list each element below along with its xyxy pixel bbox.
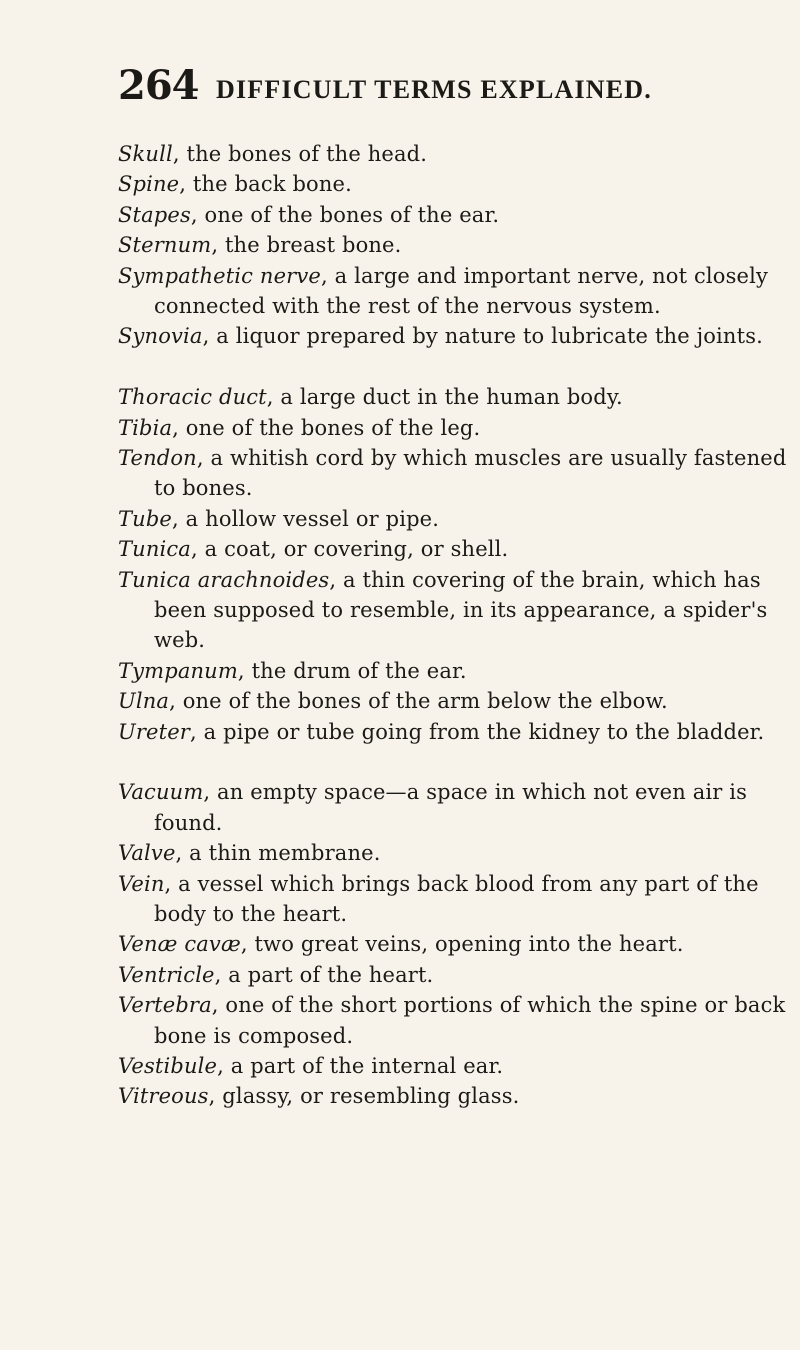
- entry-term: Vacuum: [118, 780, 204, 805]
- glossary-entry-spine: [118, 169, 800, 199]
- entry-definition: , an empty space—a space in which not even air is found.: [154, 780, 748, 835]
- entry-definition: , two great veins, opening into the heart.: [240, 932, 684, 957]
- entry-definition: , the bones of the head.: [172, 142, 428, 166]
- glossary-entry-sympathetic-nerve: [118, 261, 800, 322]
- entry-term: Tunica: [118, 537, 191, 562]
- glossary-entry-ventricle: [118, 960, 800, 990]
- glossary-entry-sternum: [118, 230, 800, 260]
- entry-term: Sternum: [118, 233, 212, 258]
- entry-definition: , a large and important nerve, not closely connected with the rest of the nervous system.: [154, 263, 768, 318]
- glossary-entry-skull: [118, 139, 800, 169]
- entry-term: Tibia: [118, 415, 173, 440]
- entry-term: Ulna: [118, 689, 170, 714]
- glossary-entry-ureter: [118, 717, 800, 747]
- entry-definition: , one of the short portions of which the spine or back bone is composed.: [154, 993, 786, 1048]
- entry-definition: , a hollow vessel or pipe.: [172, 506, 440, 531]
- glossary-entry-synovia: [118, 321, 800, 351]
- glossary-entry-vertebra: [118, 990, 800, 1051]
- glossary-entry-vestibule: [118, 1051, 800, 1081]
- glossary-entry-tibia: [118, 413, 800, 443]
- glossary-entry-vacuum: [118, 777, 800, 838]
- entry-term: Tendon: [118, 446, 197, 470]
- entry-term: Ventricle: [118, 962, 215, 987]
- entry-term: Vertebra: [118, 993, 212, 1018]
- glossary-entry-ulna: [118, 686, 800, 716]
- glossary-entry-tunica: [118, 534, 800, 564]
- glossary-entry-tendon: [118, 443, 800, 504]
- entry-term: Vein: [118, 871, 165, 896]
- entry-definition: , the back bone.: [179, 172, 352, 197]
- entry-definition: , a large duct in the human body.: [266, 385, 623, 410]
- entry-term: Synovia: [118, 324, 203, 349]
- running-head: DIFFICULT TERMS EXPLAINED.: [216, 75, 652, 104]
- entry-definition: , a pipe or tube going from the kidney to the bladder.: [189, 719, 765, 744]
- page-number: 264: [118, 62, 199, 109]
- entry-term: Stapes: [118, 202, 191, 227]
- entry-term: Ureter: [118, 719, 190, 744]
- glossary-entry-stapes: [118, 200, 800, 230]
- entry-term: Vitreous: [118, 1084, 209, 1109]
- glossary-entry-vitreous: [118, 1081, 800, 1111]
- entry-term: Sympathetic nerve: [118, 263, 321, 288]
- entry-definition: , a coat, or covering, or shell.: [190, 537, 509, 562]
- entry-definition: , a part of the heart.: [214, 962, 434, 987]
- entry-term: Skull: [118, 142, 173, 166]
- glossary-entry-valve: [118, 838, 800, 868]
- entry-definition: , one of the bones of the leg.: [172, 415, 481, 440]
- glossary-entry-venae-cavae: [118, 929, 800, 959]
- entry-definition: , a vessel which brings back blood from any part of the body to the heart.: [154, 871, 759, 926]
- entry-term: Valve: [118, 841, 176, 866]
- entry-term: Tunica arachnoides: [118, 567, 330, 592]
- glossary-entry-tube: [118, 504, 800, 534]
- glossary-entry-tympanum: [118, 656, 800, 686]
- entry-term: Tube: [118, 506, 173, 531]
- entry-term: Spine: [118, 172, 180, 197]
- entry-definition: , one of the bones of the arm below the elbow.: [169, 689, 668, 714]
- entry-definition: , a part of the internal ear.: [217, 1054, 504, 1078]
- entry-term: Tympanum: [118, 658, 238, 683]
- entry-definition: , a whitish cord by which muscles are usually fastened to bones.: [154, 446, 787, 501]
- entry-term: Thoracic duct: [118, 385, 267, 410]
- entry-definition: , glassy, or resembling glass.: [208, 1084, 520, 1109]
- entry-term: Vestibule: [118, 1054, 218, 1078]
- entry-term: Venæ cavæ: [118, 932, 241, 957]
- entry-definition: , the breast bone.: [211, 233, 402, 258]
- entry-definition: , a thin covering of the brain, which has been supposed to resemble, in its appearance, a spider's web.: [154, 567, 768, 653]
- entry-definition: , a liquor prepared by nature to lubricate the joints.: [202, 324, 763, 349]
- glossary-entry-tunica-arachnoides: [118, 565, 800, 656]
- entry-definition: , the drum of the ear.: [237, 658, 467, 683]
- entry-definition: , one of the bones of the ear.: [190, 202, 500, 227]
- page-header: [118, 62, 758, 112]
- entry-definition: , a thin membrane.: [175, 841, 381, 866]
- glossary-entry-thoracic-duct: [118, 382, 800, 412]
- glossary-entry-vein: [118, 869, 800, 930]
